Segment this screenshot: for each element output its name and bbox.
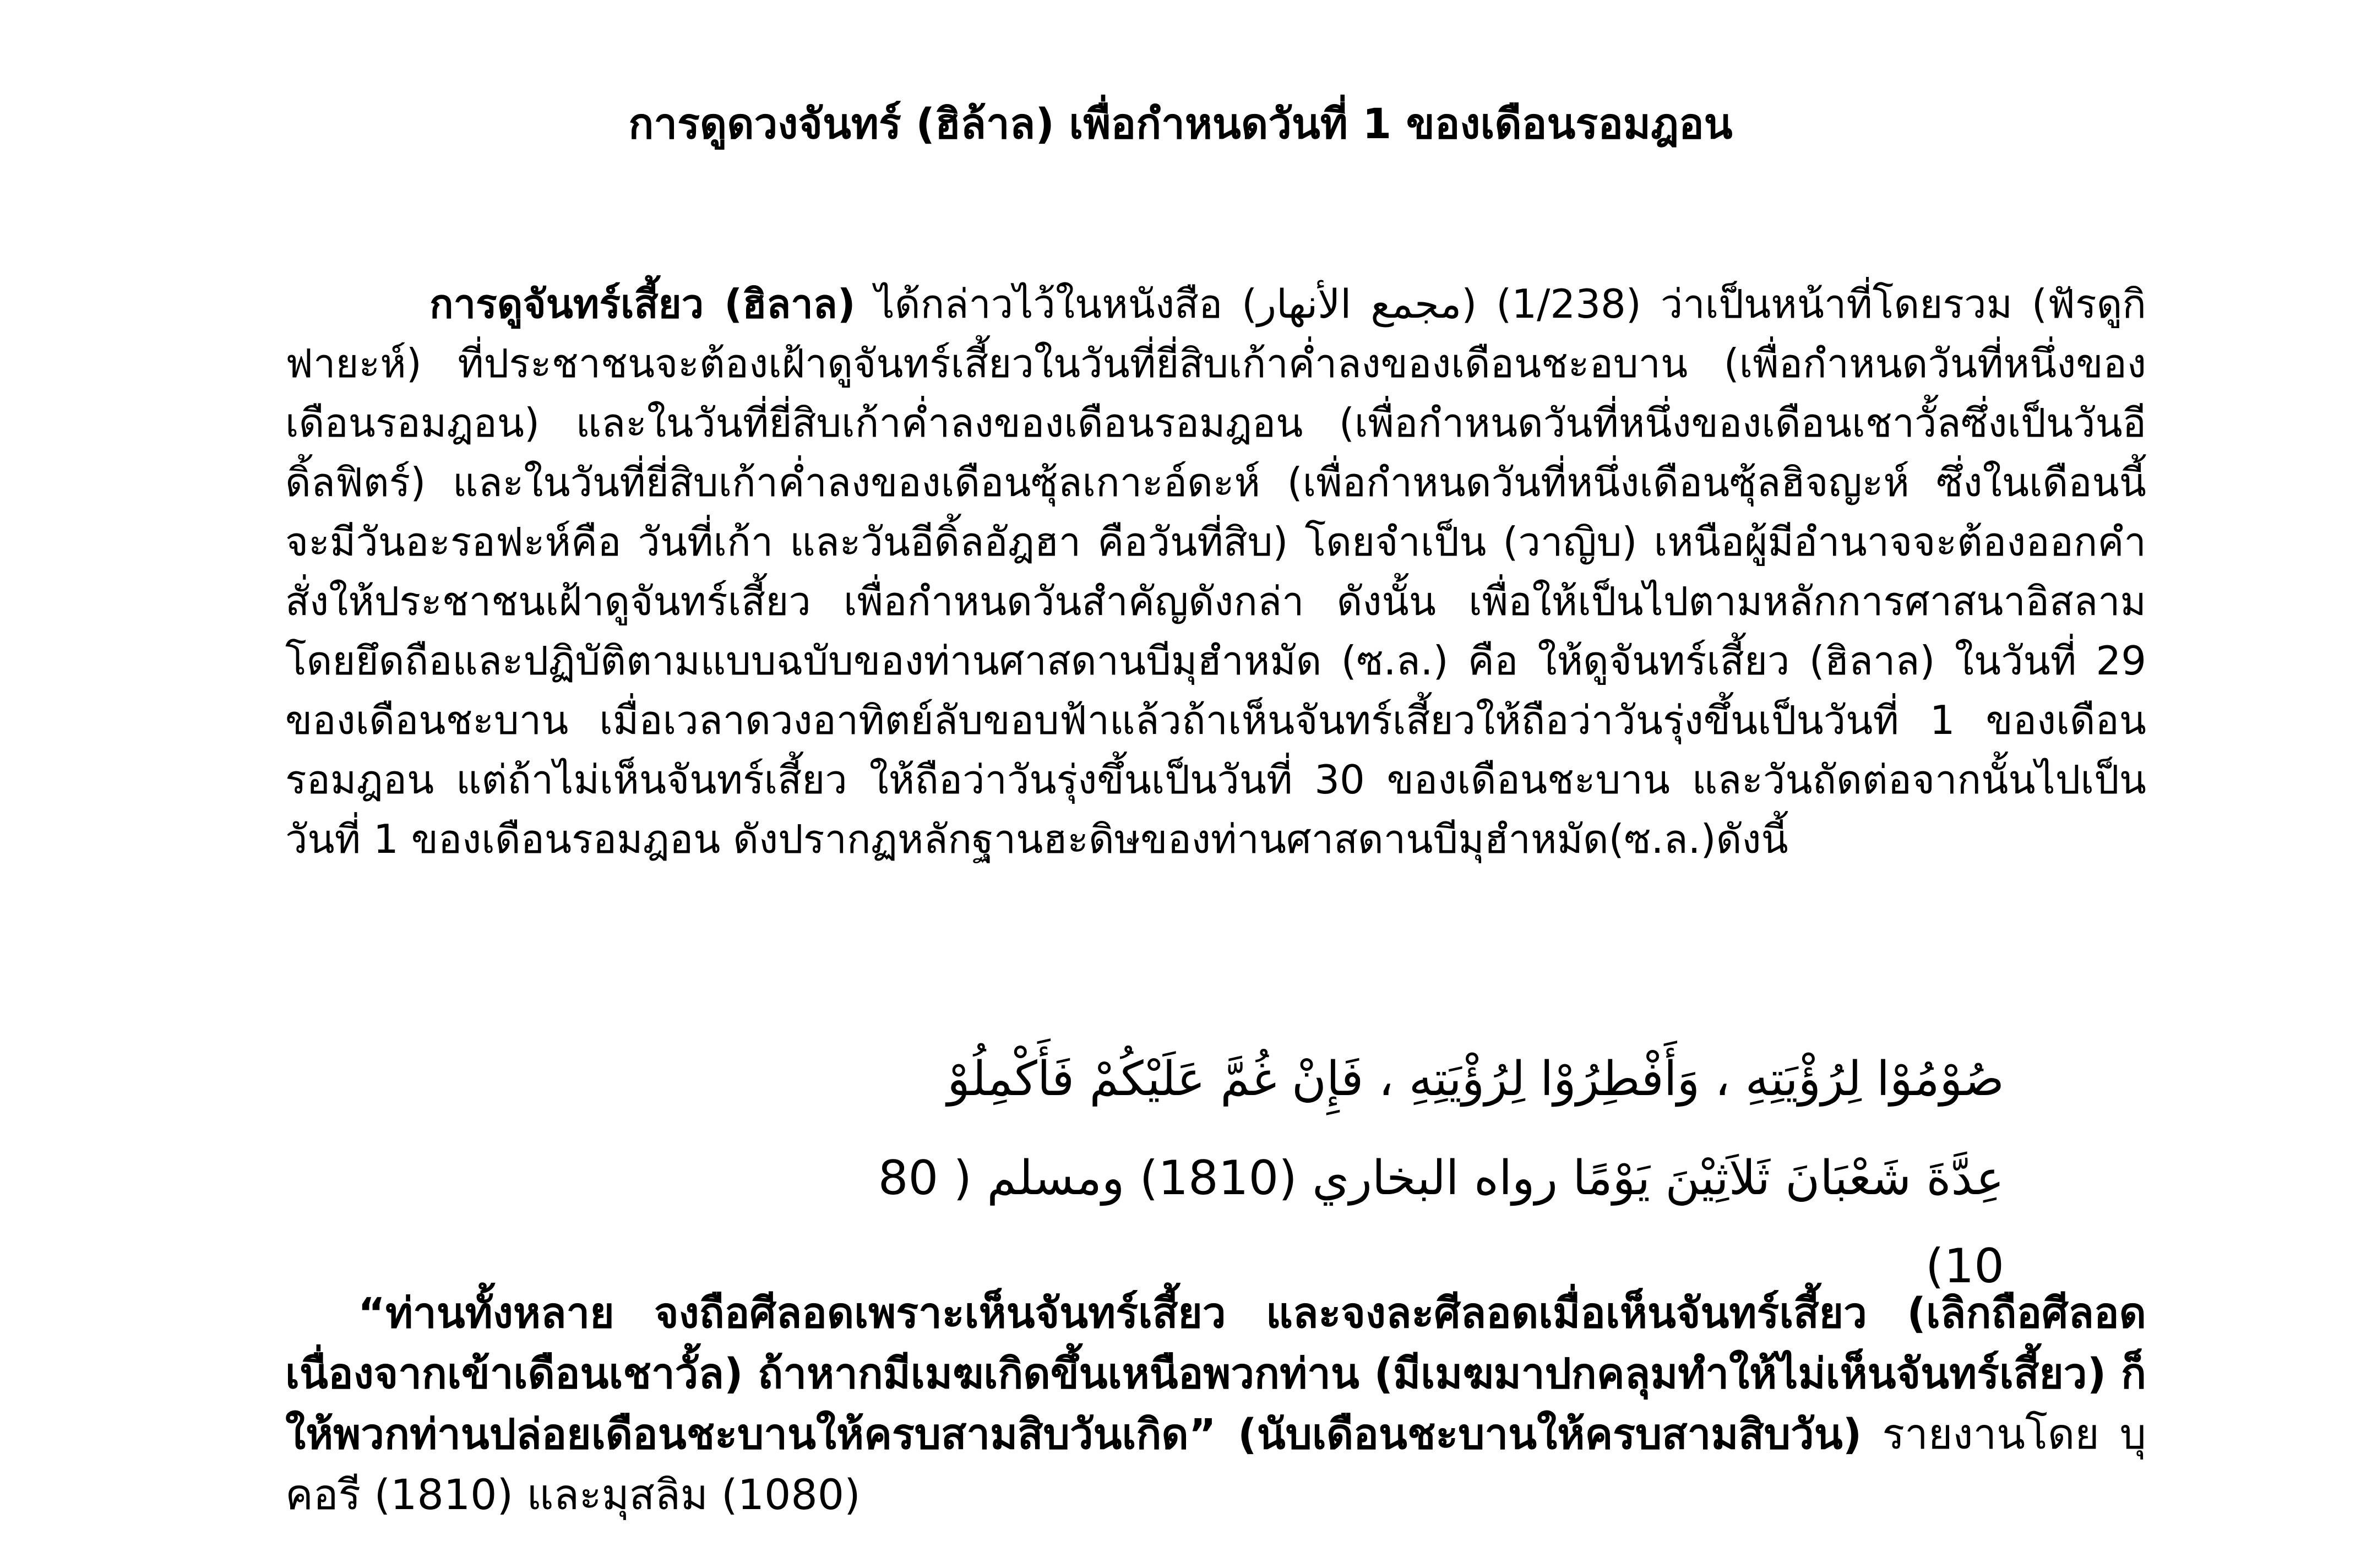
paragraph-text-part-1: ได้กล่าวไว้ในหนังสือ ( <box>855 281 1258 327</box>
paragraph-text-part-2: ) (1/238) ว่าเป็นหน้าที่โดยรวม (ฟัรดูกิฟายะห์) ที่ประชาชนจะต้องเฝ้าดูจันทร์เสี้ยวในวันที่ยี่สิบเก้าค่ำลงของเดือนชะอบาน (เพื่อกำหนดวันที่หนึ่งของเดือนรอมฎอน) และในวันที่ยี่สิบเก้าค่ำลงของเดือนรอมฎอน (เพื่อกำหนดวันที่หนึ่งของเดือนเชาวั้ลซึ่งเป็นวันอีดิ้ลฟิตร์) และในวันที่ยี่สิบเก้าค่ำลงของเดือนซุ้ลเกาะอ์ดะห์ (เพื่อกำหนดวันที่หนึ่งเดือนซุ้ลฮิจญะห์ ซึ่งในเดือนนี้จะมีวันอะรอฟะห์คือ วันที่เก้า และวันอีดิ้ลอัฎฮา คือวันที่สิบ) โดยจำเป็น (วาญิบ) เหนือผู้มีอำนาจจะต้องออกคำสั่งให้ประชาชนเฝ้าดูจันทร์เสี้ยว เพื่อกำหนดวันสำคัญดังกล่า ดังนั้น เพื่อให้เป็นไปตามหลักการศาสนาอิสลามโดยยึดถือและปฏิบัติตามแบบฉบับของท่านศาสดานบีมุฮำหมัด (ซ.ล.) คือ ให้ดูจันทร์เสี้ยว (ฮิลาล) ในวันที่ 29 ของเดือนชะบาน เมื่อเวลาดวงอาทิตย์ลับขอบฟ้าแล้วถ้าเห็นจันทร์เสี้ยวให้ถือว่าวันรุ่งขึ้นเป็นวันที่ 1 ของเดือนรอมฎอน แต่ถ้าไม่เห็นจันทร์เสี้ยว ให้ถือว่าวันรุ่งขึ้นเป็นวันที่ 30 ของเดือนชะบาน และวันถัดต่อจากนั้นไปเป็นวันที่ 1 ของเดือนรอมฎอน ดังปรากฏหลักฐานฮะดิษของท่านศาสดานบีมุฮำหมัด(ซ.ล.)ดังนี้ <box>285 281 2147 862</box>
book-title-arabic: مجمع الأنهار <box>1257 281 1462 327</box>
hadith-arabic-line-1: صُوْمُوْا لِرُؤْيَتِهِ ، وَأَفْطِرُوْا لِرُؤْيَتِهِ ، فَإِنْ غُمَّ عَلَيْكُمْ فَأَكْمِلُوْ <box>947 1052 2004 1107</box>
paragraph-lead-term: การดูจันทร์เสี้ยว (ฮิลาล) <box>429 281 856 327</box>
paragraph-hilal-sighting <box>285 274 2146 869</box>
hadith-translation-quote: “ท่านทั้งหลาย จงถือศีลอดเพราะเห็นจันทร์เสี้ยว และจงละศีลอดเมื่อเห็นจันทร์เสี้ยว (เลิกถือศีลอดเนื่องจากเข้าเดือนเชาวั้ล) ถ้าหากมีเมฆเกิดขึ้นเหนือพวกท่าน (มีเมฆมาปกคลุมทำให้ไม่เห็นจันทร์เสี้ยว) ก็ให้พวกท่านปล่อยเดือนชะบานให้ครบสามสิบวันเกิด” (นับเดือนชะบานให้ครบสามสิบวัน) <box>285 1288 2146 1458</box>
hadith-translation-paragraph <box>285 1283 2146 1525</box>
hadith-reference: รายงานโดย บุคอรี (1810) และมุสลิม (1080) <box>285 1409 2147 1519</box>
document-title: การดูดวงจันทร์ (ฮิล้าล) เพื่อกำหนดวันที่ 1 ของเดือนรอมฎอน <box>628 99 1733 148</box>
hadith-arabic-line-2: عِدَّةَ شَعْبَانَ ثَلاَثِيْنَ يَوْمًا رواه البخاري (1810) ومسلم ( 80 10) <box>878 1151 2004 1294</box>
